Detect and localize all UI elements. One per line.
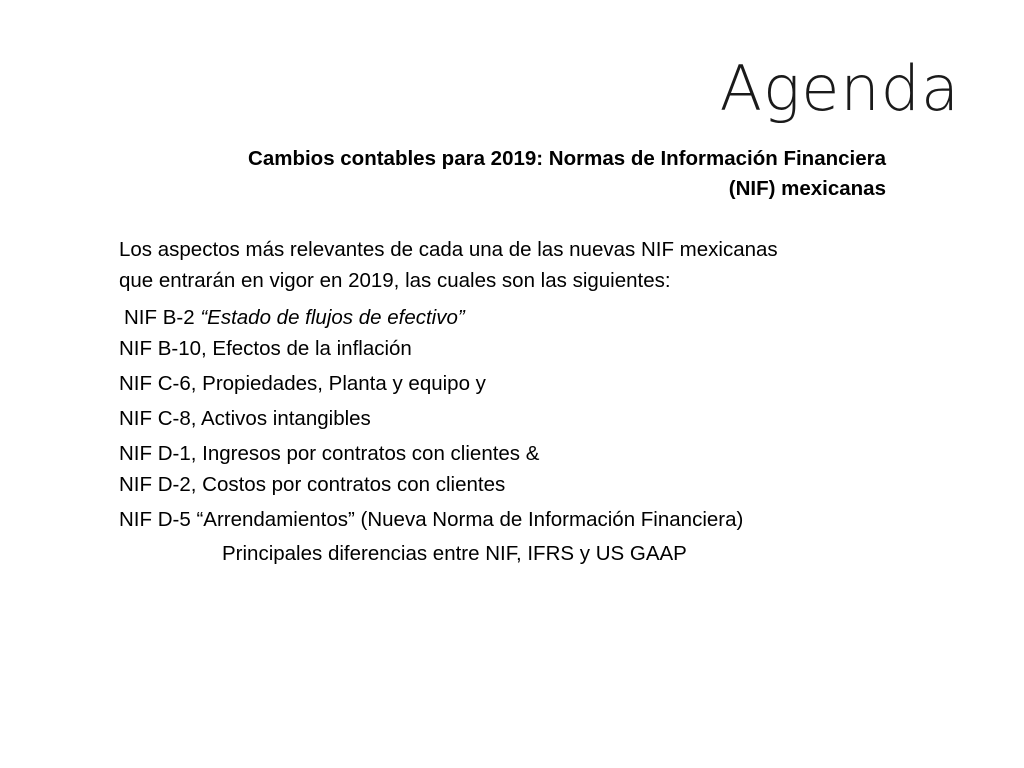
intro-line-1: Los aspectos más relevantes de cada una de las nuevas NIF mexicanas [119,238,778,261]
list-item-nif-b10: NIF B-10, Efectos de la inflación [119,337,412,360]
closing-line: Principales diferencias entre NIF, IFRS y US GAAP [222,542,687,565]
slide-subtitle [126,144,886,204]
list-item-nif-d5: NIF D-5 “Arrendamientos” (Nueva Norma de Información Financiera) [119,508,744,531]
slide-title: Agenda [719,52,960,125]
list-item-nif-c6: NIF C-6, Propiedades, Planta y equipo y [119,372,486,395]
intro-line-2: que entrarán en vigor en 2019, las cuales son las siguientes: [119,269,671,292]
slide-body [119,234,919,569]
list-item-nif-d1: NIF D-1, Ingresos por contratos con clientes & [119,442,540,465]
list-item-nif-c8: NIF C-8, Activos intangibles [119,407,371,430]
list-item-nif-d2: NIF D-2, Costos por contratos con clientes [119,473,506,496]
list-item-nif-b2 [119,302,919,333]
subtitle-line-2: (NIF) mexicanas [728,177,886,200]
nif-b2-prefix: NIF B-2 [124,306,201,329]
nif-b2-title: “Estado de flujos de efectivo” [200,306,465,329]
subtitle-line-1: Cambios contables para 2019: Normas de Información Financiera [248,147,886,170]
intro-paragraph [119,234,919,296]
